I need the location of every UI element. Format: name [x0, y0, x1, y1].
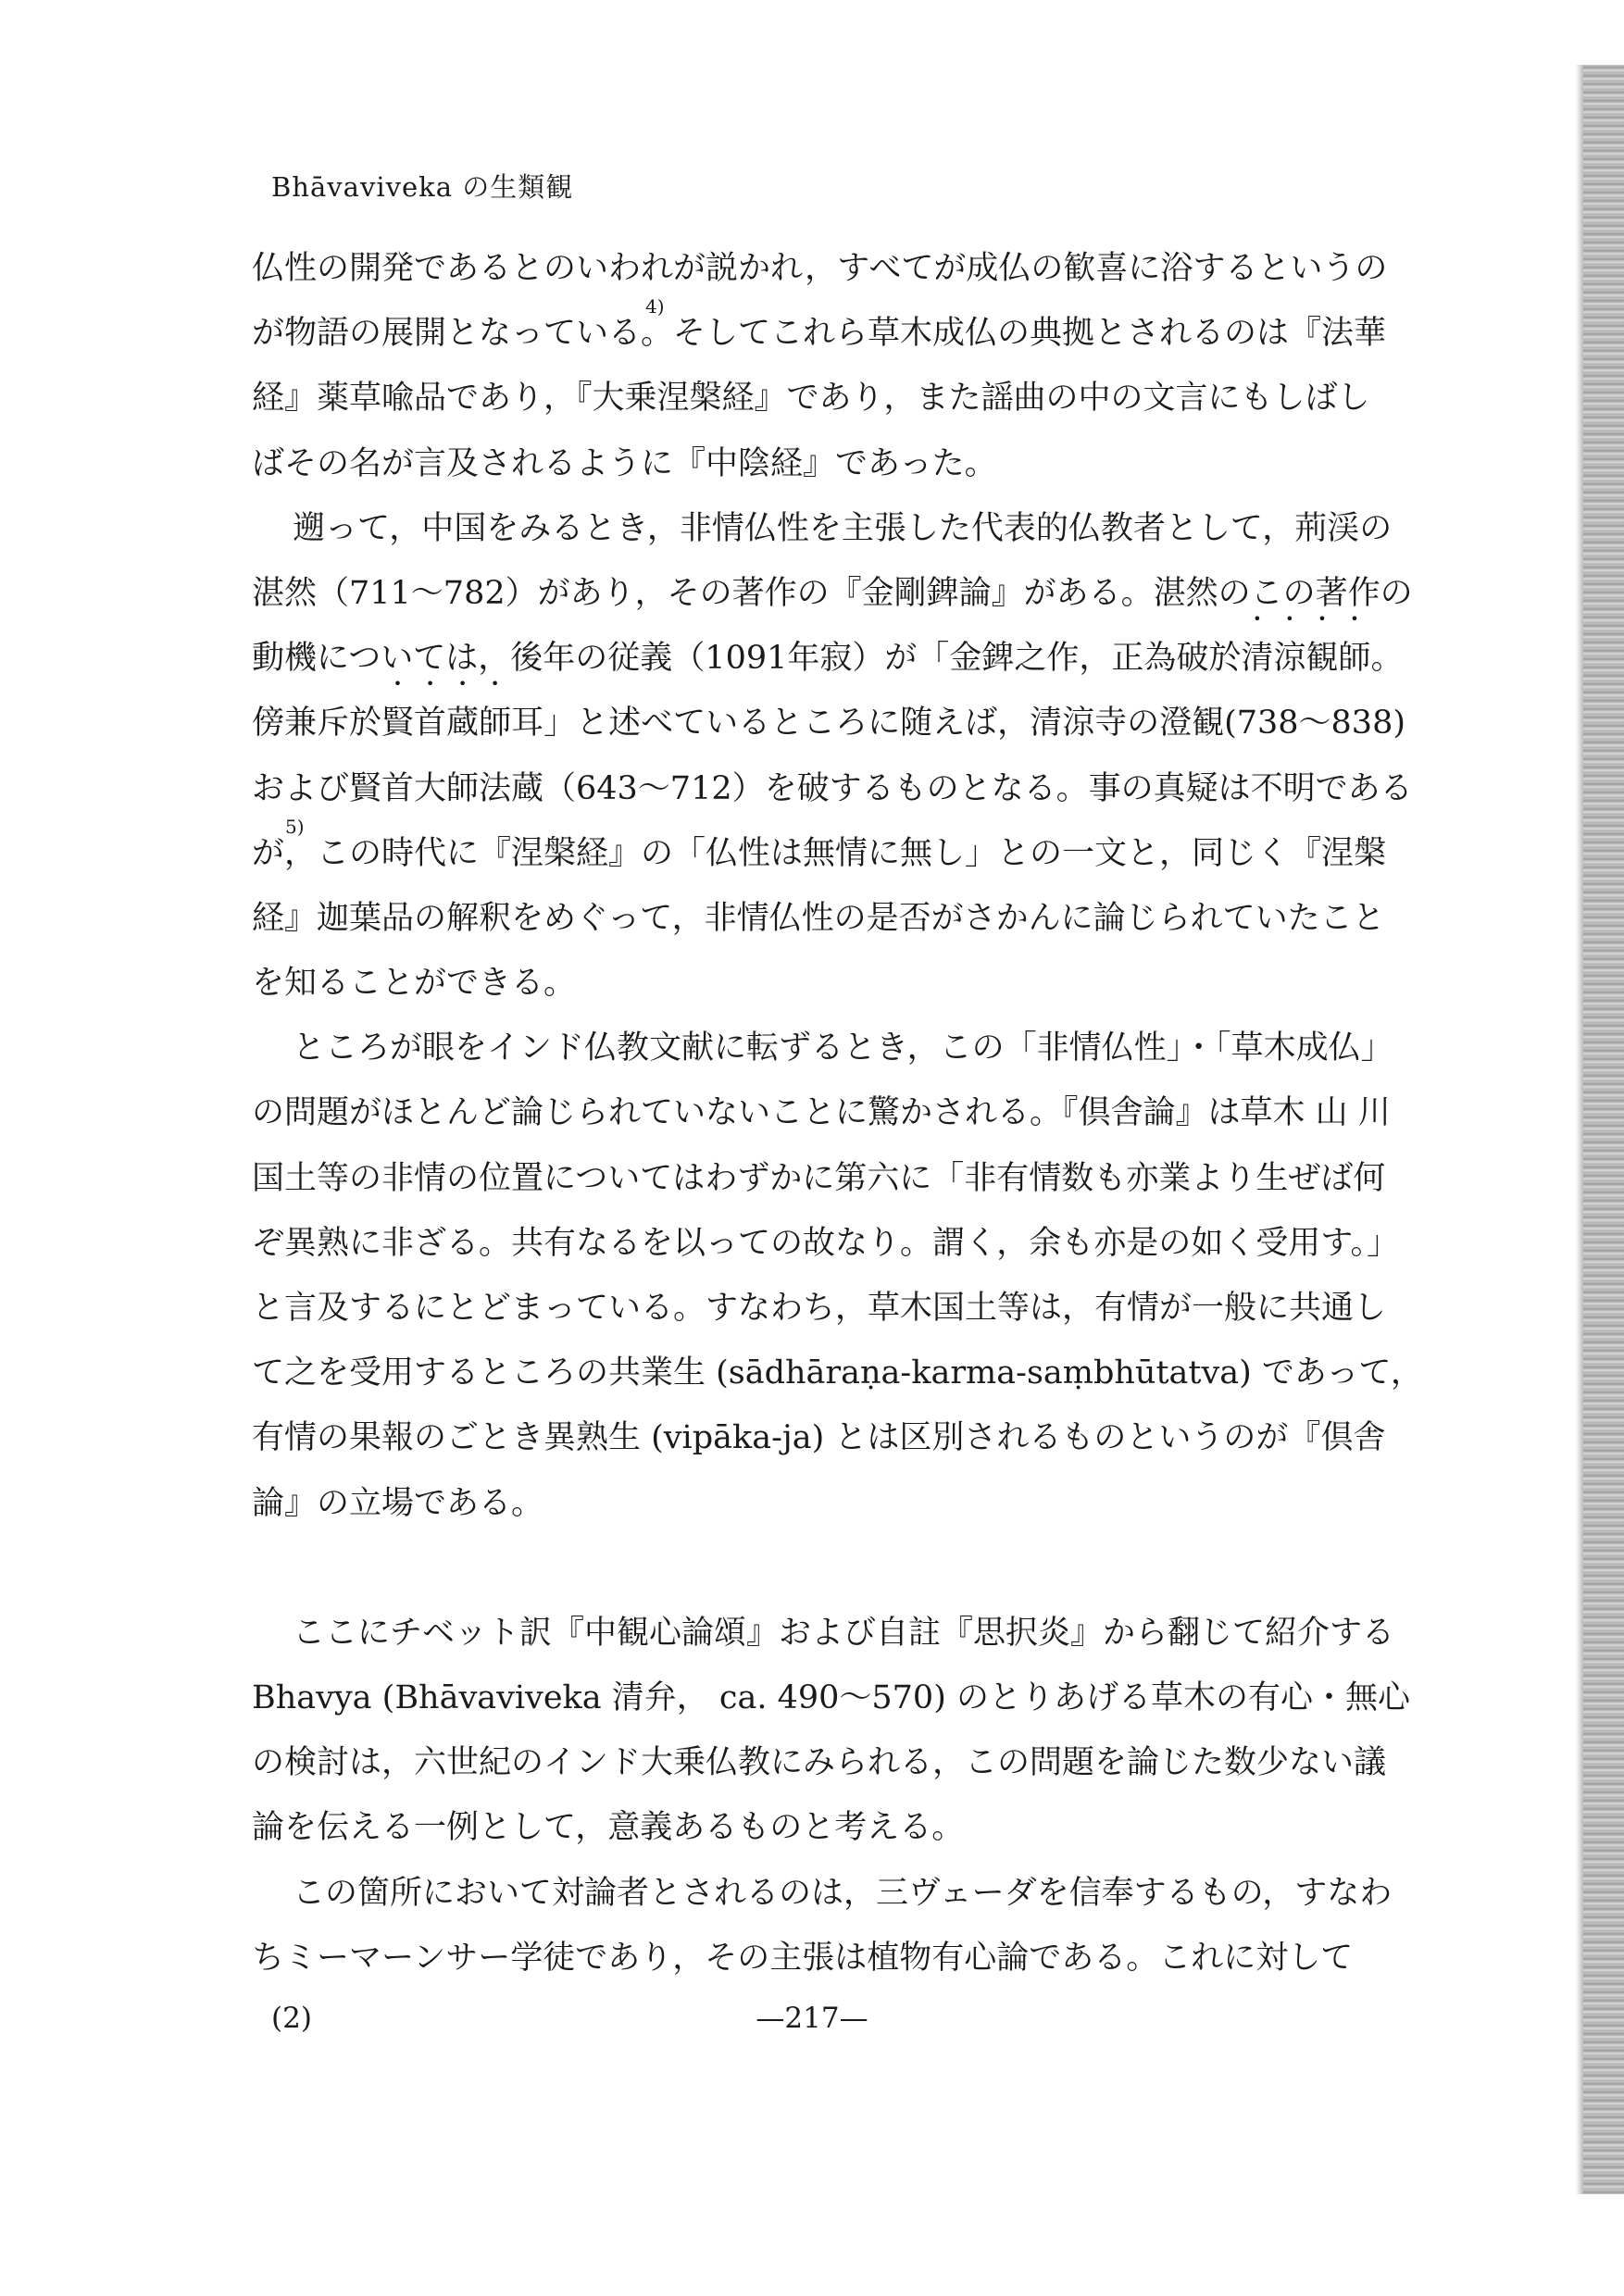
text-segment: 。: [1370, 640, 1404, 678]
footnote-mark: 5): [285, 815, 305, 838]
text-segment: 動機については，後年の従義（1091年寂）が「金錍之作，正為破於: [252, 640, 1242, 678]
text-line: 経』迦葉品の解釈をめぐって，非情仏性の是否がさかんに論じられていたこと: [252, 899, 1385, 937]
text-line: [252, 815, 1465, 886]
text-line: 国土等の非情の位置についてはわずかに第六に「非有情数も亦業より生ぜば何: [252, 1159, 1386, 1197]
emphasis-char: 涼: [1273, 640, 1306, 678]
text-line: Bhavya (Bhāvaviveka 清弁， ca. 490～570) のとりあげる草木の有心・無心: [252, 1678, 1410, 1716]
emphasis-char: 清: [1241, 640, 1274, 678]
text-line: 論を伝える一例として，意義あるものと考える。: [252, 1809, 965, 1847]
text-line: 有情の果報のごとき異熟生 (vipāka-ja) とは区別されるものというのが『倶舎: [252, 1419, 1386, 1457]
text-line: ぞ異熟に非ざる。共有なるを以っての故なり。謂く，余も亦是の如く受用す。」: [252, 1224, 1400, 1262]
emphasis-char: 師: [479, 705, 512, 742]
text-line: 仏性の開発であるとのいわれが説かれ，すべてが成仏の歓喜に浴するというの: [252, 250, 1388, 287]
text-line: ちミーマーンサー学徒であり，その主張は植物有心論である。これに対して: [252, 1939, 1354, 1977]
scan-edge-shadow: [1583, 65, 1624, 2194]
emphasis-char: 首: [414, 705, 447, 742]
text-segment: が，この時代に『涅槃経』の「仏性は無情に無し」との一文と，同じく『涅槃: [252, 834, 1387, 872]
body-text: [252, 236, 1465, 1990]
text-line: 経』薬草喩品であり，『大乗涅槃経』であり，また謡曲の中の文言にもしばし: [252, 380, 1370, 418]
text-segment: が物語の展開となっている。そしてこれら草木成仏の典拠とされるのは『法華: [252, 315, 1387, 353]
text-line: [252, 691, 1465, 755]
text-line: この箇所において対論者とされるのは，三ヴェーダを信奉するもの，すなわ: [293, 1874, 1393, 1912]
running-head: Bhāvaviveka の生類観: [271, 171, 574, 203]
page-number: —217—: [756, 2002, 868, 2035]
chapter-number: (2): [271, 2002, 312, 2035]
emphasis-char: 観: [1305, 640, 1339, 678]
text-line: と言及するにとどまっている。すなわち，草木国土等は，有情が一般に共通し: [252, 1290, 1387, 1327]
text-line: および賢首大師法蔵（643～712）を破するものとなる。事の真疑は不明である: [252, 769, 1413, 807]
emphasis-char: 賢: [381, 705, 415, 742]
text-line: て之を受用するところの共業生 (sādhāraṇa-karma-saṃbhūtatva) であって，: [252, 1354, 1423, 1392]
emphasis-char: 師: [1338, 640, 1371, 678]
text-line: ばその名が言及されるように『中陰経』であった。: [252, 444, 997, 482]
text-line: ところが眼をインド仏教文献に転ずるとき，この「非情仏性」・「草木成仏」: [293, 1029, 1393, 1067]
emphasis-char: 蔵: [446, 705, 480, 742]
text-segment: 傍兼斥於: [252, 705, 382, 742]
text-line: の問題がほとんど論じられていないことに驚かされる。『倶舎論』は草木 山 川: [252, 1094, 1391, 1132]
text-line: [252, 295, 1465, 366]
text-line: 遡って，中国をみるとき，非情仏性を主張した代表的仏教者として，荊渓の: [293, 509, 1393, 547]
footnote-mark: 4): [645, 295, 665, 318]
text-line: を知ることができる。: [252, 965, 577, 1003]
section-gap: [252, 1536, 1465, 1601]
text-segment: 耳」と述べているところに随えば，清涼寺の澄観(738～838): [511, 705, 1405, 742]
scan-edge-gradient: [1576, 65, 1583, 2194]
text-line: ここにチベット訳『中観心論頌』および自註『思択炎』から翻じて紹介する: [293, 1614, 1395, 1652]
text-line: の検討は，六世紀のインド大乗仏教にみられる，この問題を論じた数少ない議: [252, 1744, 1387, 1782]
text-line: 論』の立場である。: [252, 1484, 544, 1522]
text-line: 湛然（711～782）があり，その著作の『金剛錍論』がある。湛然のこの著作の: [252, 574, 1413, 612]
